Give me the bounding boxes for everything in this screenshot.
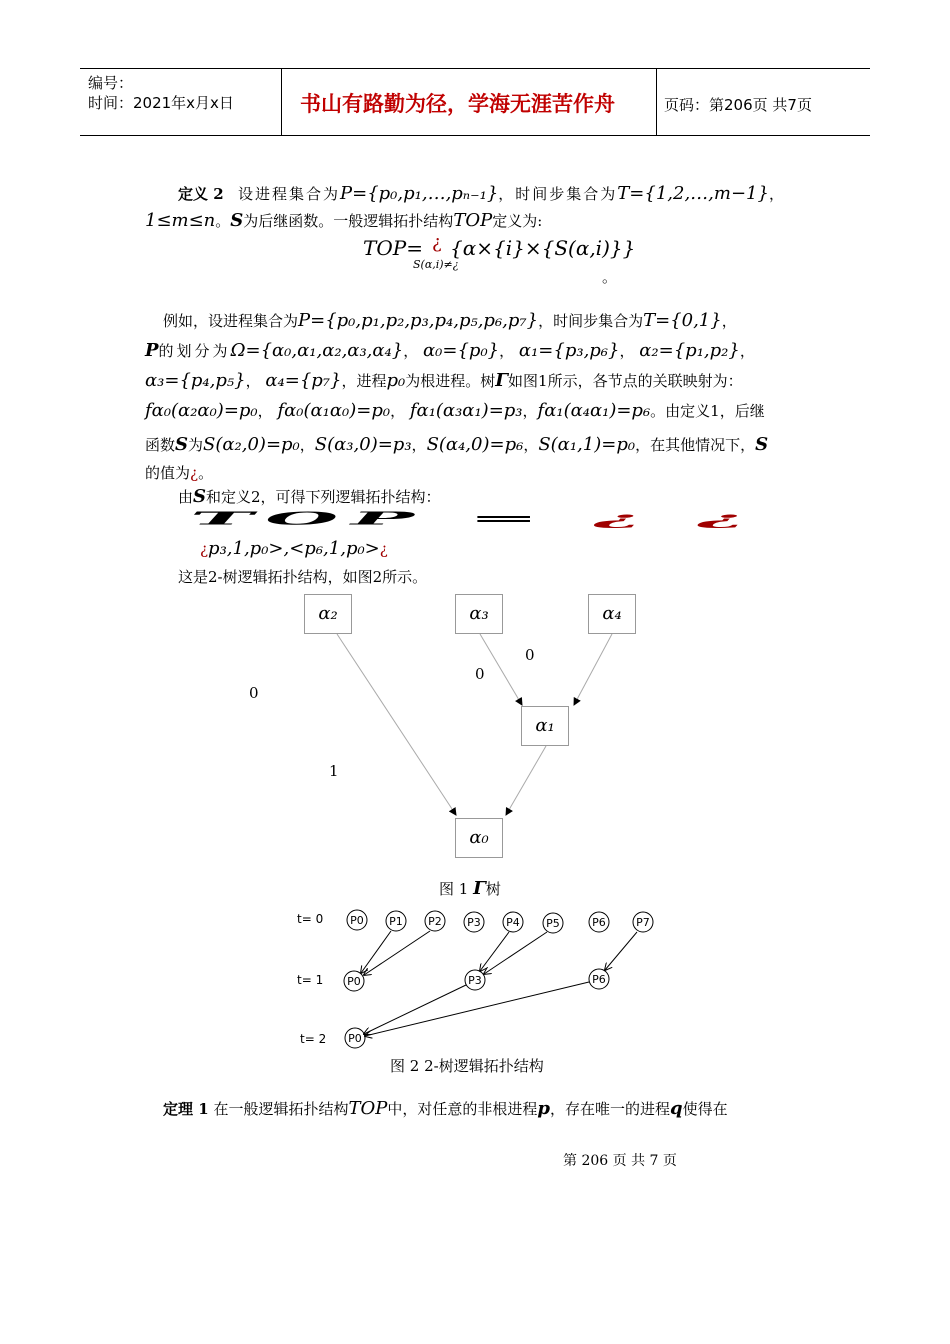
text: 中，对任意的非根进程 — [387, 1100, 538, 1118]
text: ， — [390, 402, 406, 420]
fig2-node-t1-p6: P6 — [592, 973, 606, 986]
math-s: S — [175, 434, 189, 455]
fig2-edge-p4-p3 — [480, 932, 509, 971]
text: 和定义2，可得下列逻辑拓扑结构： — [206, 488, 441, 506]
header-motto: 书山有路勤为径，学海无涯苦作舟 — [300, 92, 615, 116]
fig2-edge-p2-p0 — [364, 931, 430, 975]
theorem-title: 定理 1 — [163, 1100, 209, 1118]
math-timestep-set: T={1,2,…,m−1} — [617, 183, 769, 204]
fig2-row-t0: t= 0 — [297, 912, 324, 926]
text: ， — [522, 402, 538, 420]
caption-text: 图 1 — [439, 880, 469, 898]
text: ， — [403, 342, 419, 360]
fig2-node-t0-p0: P0 — [350, 914, 364, 927]
text: 在一般逻辑拓扑结构 — [213, 1100, 349, 1118]
math-succ-2: S(α₃,0)=p₃ — [314, 434, 412, 455]
math-alpha4: α₄={p₇} — [265, 370, 342, 391]
doc-number-label: 编号： — [88, 74, 134, 92]
text: 函数 — [145, 436, 176, 454]
fig2-row-t1: t= 1 — [297, 973, 324, 987]
text: ， — [721, 312, 737, 330]
formula-body: {α×{i}×{S(α,i)}} — [450, 236, 636, 260]
node-alpha-0: α₀ — [455, 818, 503, 858]
math-q: q — [669, 1098, 683, 1119]
figure-2-caption: 图 2 2-树逻辑拓扑结构 — [390, 1057, 544, 1075]
math-p: p — [537, 1098, 550, 1119]
text: 这是2-树逻辑拓扑结构，如图2所示。 — [178, 568, 428, 586]
text: 。 — [215, 212, 231, 230]
fig2-node-t0-p1: P1 — [389, 915, 403, 928]
text: 为 — [188, 436, 204, 454]
text: ，时间步集合为 — [538, 312, 644, 330]
text: ， — [768, 185, 784, 203]
text: 的值为 — [145, 464, 191, 482]
text: ， — [299, 436, 315, 454]
doc-date-label: 时间：2021年x月x日 — [88, 94, 234, 112]
math-timestep-set: T={0,1} — [643, 310, 722, 331]
text: 例如，设进程集合为 — [163, 312, 299, 330]
fig2-node-t0-p7: P7 — [636, 916, 650, 929]
math-map-3: fα₁(α₃α₁)=p₃ — [409, 400, 523, 421]
fig2-node-t0-p2: P2 — [428, 915, 442, 928]
page-footer: 第 206 页 共 7 页 — [563, 1153, 677, 1169]
node-alpha-4: α₄ — [588, 594, 636, 634]
math-succ-4: S(α₁,1)=p₀ — [538, 434, 636, 455]
fig2-row-t2: t= 2 — [300, 1032, 327, 1046]
math-alpha2: α₂={p₁,p₂} — [639, 340, 740, 361]
node-alpha-3: α₃ — [455, 594, 503, 634]
text: 设进程集合为 — [237, 185, 340, 203]
theorem-1 — [163, 1098, 728, 1120]
math-unknown-symbol: ¿ — [200, 540, 209, 558]
math-map-2: fα₀(α₁α₀)=p₀ — [277, 400, 391, 421]
math-map-1: fα₀(α₂α₀)=p₀ — [145, 400, 258, 421]
node-alpha-1: α₁ — [521, 706, 569, 746]
edge-label-a4: 0 — [525, 646, 535, 664]
formula-union-symbol: ¿ — [432, 232, 442, 253]
text: ，存在唯一的进程 — [549, 1100, 670, 1118]
formula-lhs: TOP= — [363, 236, 423, 260]
math-p: P — [145, 340, 159, 361]
math-alpha0: α₀={p₀} — [423, 340, 500, 361]
fig2-node-t0-p3: P3 — [467, 916, 481, 929]
math-gamma: Γ — [495, 370, 509, 391]
fig2-edge-p3-p0 — [364, 985, 466, 1034]
text: 由 — [178, 488, 194, 506]
node-alpha-2: α₂ — [304, 594, 352, 634]
math-process-set: P={p₀,p₁,p₂,p₃,p₄,p₅,p₆,p₇} — [298, 310, 539, 331]
caption-gamma: Γ — [473, 878, 486, 899]
formula-period: 。 — [602, 268, 618, 286]
text: ，时间步集合为 — [498, 185, 618, 203]
text: ， — [619, 342, 635, 360]
text: ， — [499, 342, 515, 360]
math-s: S — [230, 210, 244, 231]
text: 为根进程。树 — [405, 372, 496, 390]
math-alpha3: α₃={p₄,p₅} — [145, 370, 246, 391]
math-s: S — [193, 486, 207, 507]
math-unknown-symbol: ¿ — [379, 540, 388, 558]
text: 。由定义1，后继 — [650, 402, 765, 420]
math-s: S — [755, 434, 769, 455]
text: ， — [411, 436, 427, 454]
text: 定义为: — [492, 212, 543, 230]
text: 的划分为 — [158, 342, 231, 360]
text: 。 — [198, 464, 214, 482]
definition-title: 定义 2 — [178, 185, 224, 203]
math-succ-3: S(α₄,0)=p₆ — [426, 434, 524, 455]
math-map-4: fα₁(α₄α₁)=p₆ — [537, 400, 651, 421]
edge-label-a3: 0 — [475, 665, 485, 683]
fig2-node-t0-p4: P4 — [506, 916, 520, 929]
text: 如图1所示，各节点的关联映射为： — [508, 372, 743, 390]
text: 为后继函数。一般逻辑拓扑结构 — [243, 212, 454, 230]
fig2-node-t0-p5: P5 — [546, 917, 560, 930]
text: ，在其他情况下， — [635, 436, 756, 454]
math-process-set: P={p₀,p₁,…,pₙ₋₁} — [340, 183, 499, 204]
math-succ-1: S(α₂,0)=p₀ — [203, 434, 300, 455]
text: ， — [257, 402, 273, 420]
text: ， — [245, 372, 261, 390]
page-count-label: 页码：第206页 共7页 — [664, 96, 812, 114]
math-alpha1: α₁={p₃,p₆} — [518, 340, 620, 361]
text: ， — [523, 436, 539, 454]
big-unknown-symbols: ¿ ¿ — [593, 508, 759, 530]
fig2-node-t0-p6: P6 — [592, 916, 606, 929]
text: ，进程 — [341, 372, 387, 390]
math-tuples: p₃,1,p₀>,<p₆,1,p₀> — [208, 538, 380, 559]
formula-subscript: S(α,i)≠¿ — [413, 258, 459, 271]
math-inequality: 1≤m≤n — [145, 210, 216, 231]
math-p0: p₀ — [386, 370, 406, 391]
text: ， — [739, 342, 755, 360]
big-equals: = — [468, 508, 552, 530]
math-top: TOP — [348, 1098, 388, 1119]
math-partition: Ω={α₀,α₁,α₂,α₃,α₄} — [230, 340, 404, 361]
edge-label-a2: 0 — [249, 684, 259, 702]
edge-label-a1: 1 — [329, 762, 339, 780]
fig2-node-t1-p0: P0 — [347, 975, 361, 988]
math-top: TOP — [453, 210, 493, 231]
big-top: TOP — [190, 508, 427, 530]
text: 使得在 — [682, 1100, 728, 1118]
caption-text: 树 — [485, 880, 501, 898]
fig2-node-t2-p0: P0 — [348, 1032, 362, 1045]
math-empty-symbol: ¿ — [190, 464, 199, 482]
fig2-node-t1-p3: P3 — [468, 974, 482, 987]
fig2-edge-p7-p6 — [605, 932, 637, 970]
